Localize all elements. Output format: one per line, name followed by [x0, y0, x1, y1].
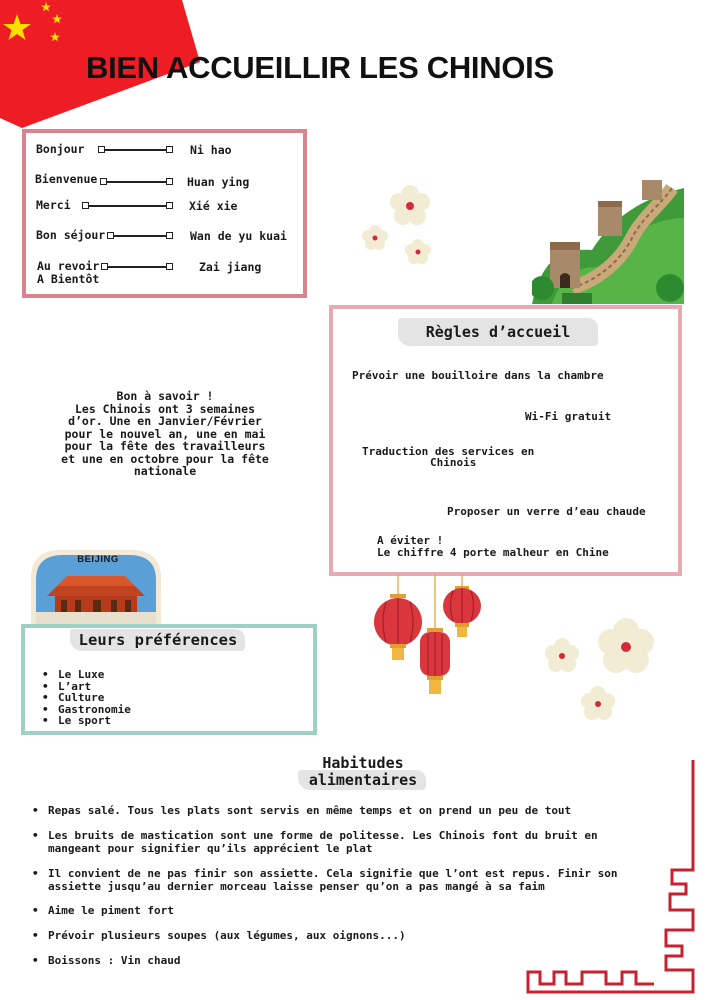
habit-line: assiette jusqu’au dernier morceau laisse penser qu’on a pas mangé à sa faim — [48, 879, 545, 893]
connector-line — [107, 181, 167, 183]
list-item: • Le sport — [42, 715, 131, 727]
connector-line — [108, 266, 167, 268]
rule-item: Le chiffre 4 porte malheur en Chine — [377, 546, 609, 559]
lantern-icon — [374, 594, 422, 660]
connector-dot — [166, 232, 173, 239]
greeting-fr: Bon séjour — [36, 228, 106, 242]
greeting-cn: Huan ying — [187, 175, 250, 189]
greeting-cn: Xié xie — [189, 199, 238, 213]
greeting-cn: Ni hao — [190, 143, 232, 157]
lantern-icon — [443, 586, 481, 637]
great-wall-illustration — [532, 178, 684, 304]
habit-line: Les bruits de mastication sont une forme de politesse. Les Chinois font du bruit en — [48, 829, 598, 842]
greeting-cn: Wan de yu kuai — [190, 229, 287, 243]
habits-title-line: alimentaires — [308, 771, 418, 789]
connector-dot — [101, 263, 108, 270]
beijing-label: BEIJING — [77, 554, 119, 565]
habit-line: Repas salé. Tous les plats sont servis en même temps et on prend un peu de tout — [48, 804, 572, 817]
list-item: • Prévoir plusieurs soupes (aux légumes, aux oignons...) — [32, 930, 672, 943]
blossom-flower — [598, 618, 654, 673]
connector-dot — [166, 263, 173, 270]
greeting-fr: Au revoir — [37, 259, 100, 273]
rule-item: Proposer un verre d’eau chaude — [447, 505, 646, 518]
greeting-fr: Bonjour — [36, 142, 85, 156]
preferences-list — [42, 669, 131, 727]
habit-line: Boissons : Vin chaud — [48, 954, 181, 967]
habit-line: Prévoir plusieurs soupes (aux légumes, aux oignons...) — [48, 929, 406, 942]
list-item: • L’art — [42, 681, 131, 693]
rule-item: Chinois — [430, 456, 477, 469]
habit-line: mangeant pour signifier qu’ils apprécient le plat — [48, 841, 373, 855]
greeting-cn: Zai jiang — [199, 260, 262, 274]
rule-item: A éviter ! — [377, 534, 444, 547]
blossom-flower — [545, 638, 579, 672]
red-corner-ornament — [526, 760, 697, 994]
bon-a-savoir-line: pour le nouvel an, une en mai — [64, 426, 266, 441]
blossom-flower — [581, 686, 615, 720]
habit-line: Aime le piment fort — [48, 904, 174, 917]
connector-dot — [166, 202, 173, 209]
blossom-flower — [405, 239, 431, 264]
rules-title: Règles d’accueil — [425, 323, 571, 341]
connector-line — [105, 149, 167, 151]
plum-blossom-illustration — [355, 178, 445, 270]
list-item: • Repas salé. Tous les plats sont servis en même temps et on prend un peu de tout — [32, 805, 672, 818]
connector-line — [114, 235, 167, 237]
greeting-fr: Merci — [36, 198, 71, 212]
bon-a-savoir-line: d’or. Une en Janvier/Février — [68, 414, 262, 428]
preferences-title: Leurs préférences — [78, 631, 238, 649]
list-item: • Aime le piment fort — [32, 905, 672, 918]
list-item: • Les bruits de mastication sont une forme de politesse. Les Chinois font du bruit en mangeant pour signifier qu’ils apprécient le plat — [32, 830, 672, 855]
list-item: • Culture — [42, 692, 131, 704]
greeting-fr: Bienvenue — [35, 172, 98, 186]
connector-dot — [98, 146, 105, 153]
bon-a-savoir-line: Bon à savoir ! — [116, 389, 214, 403]
lantern-icon — [420, 628, 450, 694]
rule-item: Prévoir une bouilloire dans la chambre — [352, 369, 604, 382]
plum-blossom-illustration — [538, 612, 663, 728]
list-item: • Gastronomie — [42, 704, 131, 716]
connector-dot — [166, 178, 173, 185]
lanterns-illustration — [368, 574, 486, 704]
greeting-fr-second-line: A Bientôt — [37, 272, 100, 286]
connector-line — [89, 205, 167, 207]
connector-dot — [100, 178, 107, 185]
habits-title-line: Habitudes — [322, 754, 404, 772]
list-item: • Boissons : Vin chaud — [32, 955, 672, 968]
connector-dot — [82, 202, 89, 209]
list-item: • Le Luxe — [42, 669, 131, 681]
blossom-flower — [390, 185, 430, 225]
rule-item: Traduction des services en — [362, 445, 535, 458]
page-title: BIEN ACCUEILLIR LES CHINOIS — [86, 50, 554, 85]
bon-a-savoir-line: pour la fête des travailleurs — [64, 439, 266, 453]
connector-dot — [166, 146, 173, 153]
list-item: • Il convient de ne pas finir son assiette. Cela signifie que l’ont est repus. Finir son assiette jusqu’au dernier morceau laisse penser qu’on a pas mangé à sa faim — [32, 868, 672, 893]
blossom-flower — [362, 225, 388, 250]
connector-dot — [107, 232, 114, 239]
bon-a-savoir-line: Les Chinois ont 3 semaines — [74, 401, 255, 416]
rule-item: Wi-Fi gratuit — [525, 410, 612, 423]
bon-a-savoir-line: et une en octobre pour la fête — [61, 451, 269, 466]
bon-a-savoir-text — [45, 390, 285, 478]
bon-a-savoir-line: nationale — [133, 464, 197, 478]
habits-title — [290, 755, 436, 789]
habit-line: Il convient de ne pas finir son assiette. Cela signifie que l’ont est repus. Finir son — [48, 867, 618, 880]
